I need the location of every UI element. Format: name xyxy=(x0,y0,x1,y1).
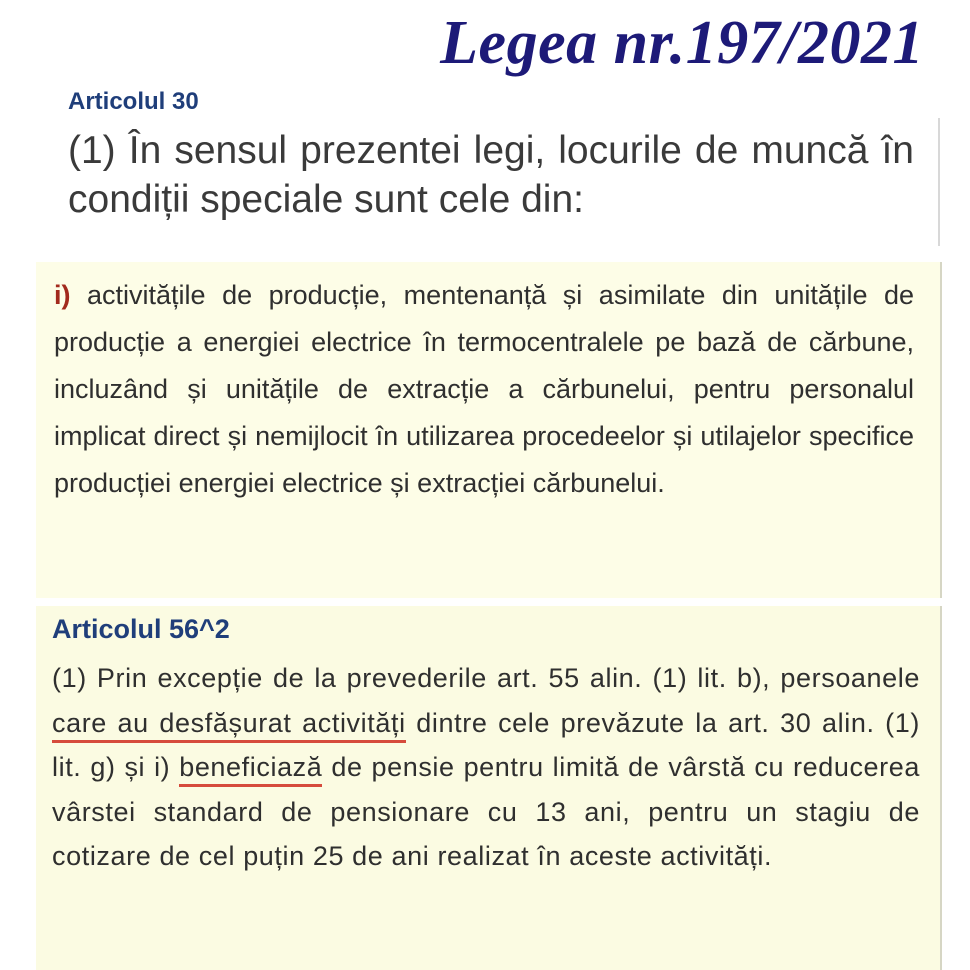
underlined-phrase-activities: care au desfășurat activități xyxy=(52,708,406,743)
item-letter: i) xyxy=(54,280,71,310)
law-title: Legea nr.197/2021 xyxy=(440,9,924,77)
article-30-item-paragraph xyxy=(54,272,914,507)
underlined-word-benefits: beneficiază xyxy=(179,752,322,787)
article-56-text-part-1: (1) Prin excepție de la prevederile art. 55 alin. (1) lit. b), persoanele xyxy=(52,663,920,693)
article-30-intro-paragraph: (1) În sensul prezentei legi, locurile de muncă în condiții speciale sunt cele din: xyxy=(68,129,914,221)
article-30-heading: Articolul 30 xyxy=(68,88,199,115)
item-text: activitățile de producție, mentenanță și asimilate din unitățile de producție a energiei electrice în termocentralele pe bază de cărbune, incluzând și unitățile de extracție a cărbunelui, pentru personalul implicat direct și nemijlocit în utilizarea procedeelor și utilajelor specifice producției energiei electrice și extracției cărbunelui. xyxy=(54,280,914,498)
article-56-heading: Articolul 56^2 xyxy=(52,614,230,644)
article-56-paragraph xyxy=(52,656,920,879)
article-56-text-part-2: dintre cele prevăzute la art. 30 alin. (1) lit. g) și i) xyxy=(52,707,920,782)
article-56-text-part-3: de pensie pentru limită de vârstă cu reducerea vârstei standard de pensionare cu 13 ani, pentru un stagiu de cotizare de cel puțin 25 de ani realizat în aceste activități. xyxy=(52,752,920,871)
